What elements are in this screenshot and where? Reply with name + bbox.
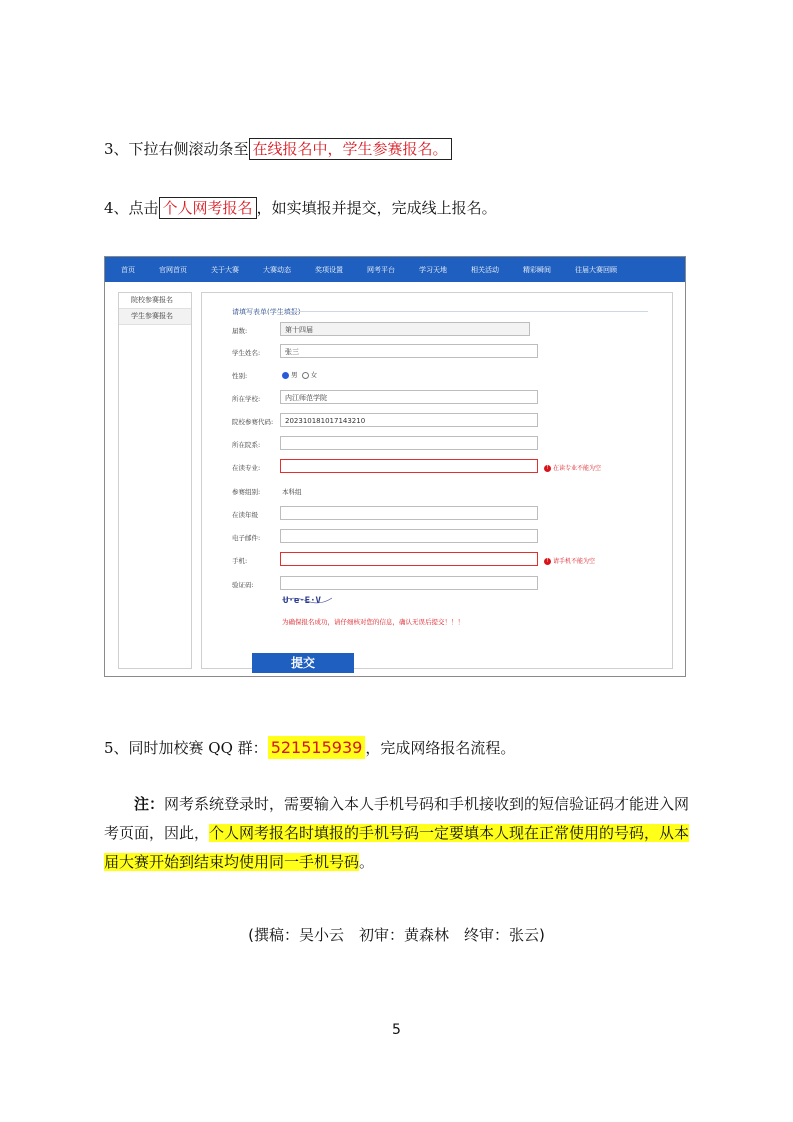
email-input[interactable]: [280, 529, 538, 543]
captcha-text: U·e·E·V: [283, 596, 321, 605]
form-title: 请填写表单(学生填报): [232, 308, 301, 316]
nav-item-about[interactable]: 关于大赛: [211, 265, 239, 274]
label-name: 学生姓名:: [232, 349, 261, 357]
step-5-prefix: 5、同时加校赛 QQ 群：: [104, 739, 268, 757]
nav-item-history[interactable]: 往届大赛回顾: [575, 265, 617, 274]
step-3-prefix: 3、下拉右侧滚动条至: [104, 140, 249, 158]
label-grade: 在读年级: [232, 511, 258, 519]
form-panel: [201, 292, 673, 669]
nav-item-official-home[interactable]: 官网首页: [159, 265, 187, 274]
qq-group-number: 521515939: [268, 736, 366, 759]
department-input[interactable]: [280, 436, 538, 450]
sidebar-item-school-registration[interactable]: 院校参赛报名: [119, 293, 191, 309]
label-gender: 性别:: [232, 372, 248, 380]
nav-item-study[interactable]: 学习天地: [419, 265, 447, 274]
step-4-prefix: 4、点击: [104, 199, 159, 217]
step-4-suffix: ，如实填报并提交，完成线上报名。: [256, 199, 497, 217]
gender-radio-group: [282, 370, 317, 379]
nav-item-news[interactable]: 大赛动态: [263, 265, 291, 274]
label-email: 电子邮件:: [232, 534, 261, 542]
step-3: [104, 138, 452, 159]
nav-item-activities[interactable]: 相关活动: [471, 265, 499, 274]
major-error-text: 在读专业不能为空: [553, 465, 602, 472]
submit-warning: 为确保报名成功，请仔细核对您的信息，确认无误后提交！！！: [282, 618, 464, 626]
major-error: [544, 463, 601, 472]
label-group: 参赛组别:: [232, 488, 261, 496]
note-label: 注：: [134, 795, 165, 813]
session-field: 第十四届: [280, 322, 530, 336]
note-highlight: 个人网考报名时填报的手机号码一定要填本人现在正常使用的号码，从本届大赛开始到结束均使用同一手机号码: [104, 824, 690, 871]
captcha-image[interactable]: [282, 593, 332, 605]
school-input[interactable]: 内江师范学院: [280, 390, 538, 404]
sidebar: [118, 292, 192, 669]
sidebar-item-student-registration[interactable]: 学生参赛报名: [119, 309, 191, 325]
label-code: 院校参赛代码:: [232, 418, 274, 426]
gender-female-label: 女: [310, 371, 318, 379]
phone-input[interactable]: [280, 552, 538, 566]
credits: (撰稿：吴小云 初审：黄森林 终审：张云): [248, 926, 545, 944]
label-captcha: 验证码:: [232, 581, 254, 589]
label-school: 所在学校:: [232, 395, 261, 403]
label-session: 届数:: [232, 327, 248, 335]
phone-error-text: 请手机不能为空: [553, 558, 596, 565]
note-text-2: 。: [359, 853, 375, 871]
nav-item-exam-platform[interactable]: 网考平台: [367, 265, 395, 274]
step-5: [104, 737, 515, 758]
registration-screenshot: [104, 256, 686, 677]
name-input[interactable]: 张三: [280, 344, 538, 358]
submit-button[interactable]: 提交: [252, 653, 354, 673]
nav-item-home[interactable]: 首页: [121, 265, 135, 274]
group-value: 本科组: [282, 488, 302, 496]
step-3-boxed: 在线报名中，学生参赛报名。: [249, 138, 452, 160]
label-major: 在读专业:: [232, 464, 261, 472]
nav-item-moments[interactable]: 精彩瞬间: [523, 265, 551, 274]
code-input[interactable]: 20231018101714321​0: [280, 413, 538, 427]
phone-error: [544, 556, 595, 565]
note-paragraph: [104, 790, 696, 877]
top-nav: [105, 257, 685, 282]
nav-item-awards[interactable]: 奖项设置: [315, 265, 343, 274]
gender-male-radio[interactable]: [282, 372, 289, 379]
note-text-1: 网考系统登录时，需要输入本人手机号码和手机接收到的短信验证码才能进入网考页面，因此，: [104, 795, 690, 842]
captcha-input[interactable]: [280, 576, 538, 590]
step-5-suffix: ，完成网络报名流程。: [365, 739, 516, 757]
grade-input[interactable]: [280, 506, 538, 520]
form-title-divider: [288, 311, 648, 312]
page-number: 5: [392, 1022, 401, 1038]
note-text: [104, 790, 696, 877]
step-4-boxed: 个人网考报名: [159, 197, 257, 219]
step-4: [104, 197, 497, 218]
label-phone: 手机:: [232, 557, 248, 565]
gender-male-label: 男: [291, 371, 298, 379]
label-department: 所在院系:: [232, 441, 261, 449]
gender-female-radio[interactable]: [302, 372, 309, 379]
error-icon: !: [544, 558, 551, 565]
error-icon: !: [544, 465, 551, 472]
major-input[interactable]: [280, 459, 538, 473]
